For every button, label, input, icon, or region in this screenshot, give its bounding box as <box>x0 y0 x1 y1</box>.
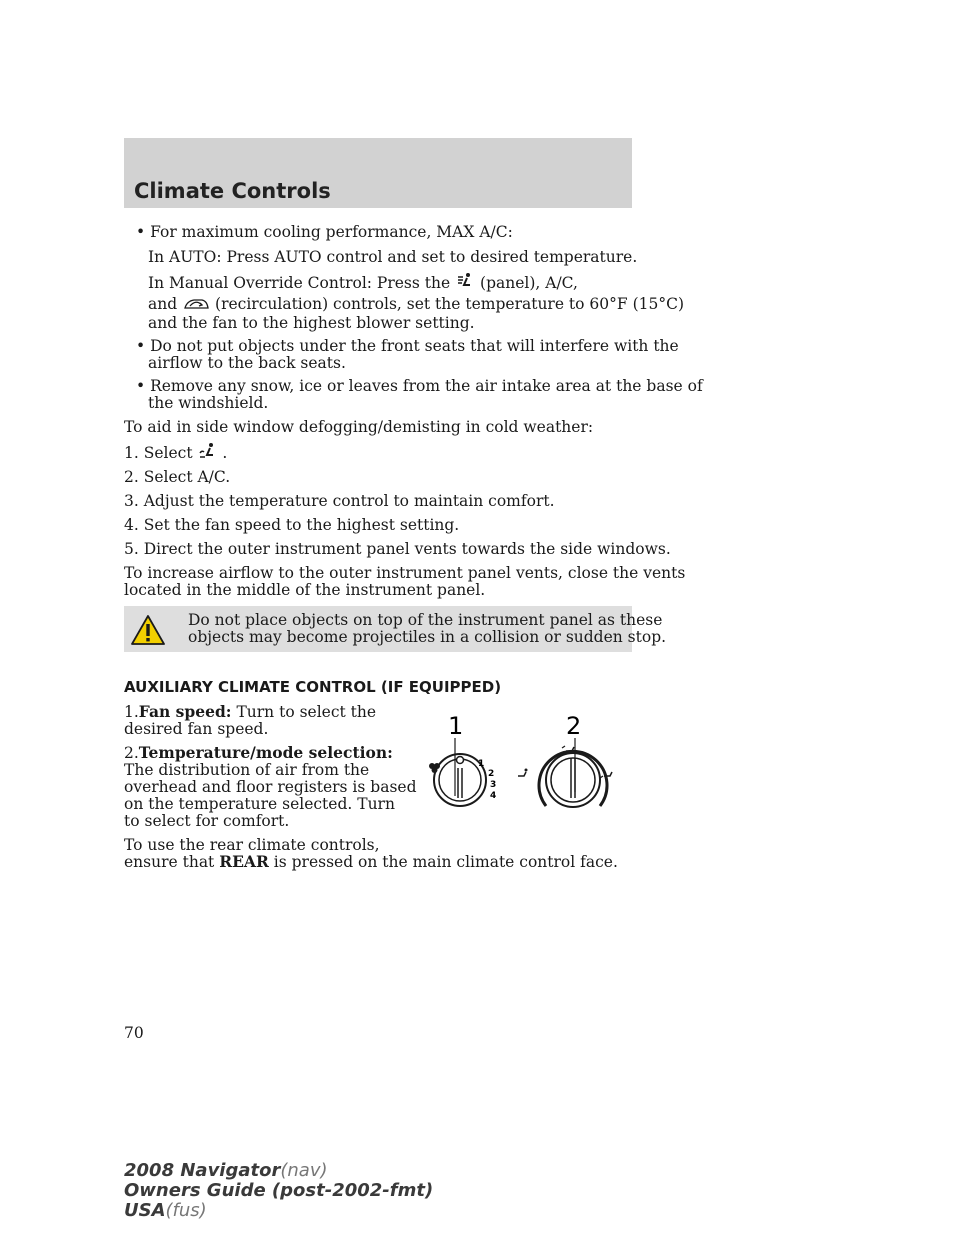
callout-1: 1 <box>448 712 464 740</box>
defog-intro: To aid in side window defogging/demisting in cold weather: <box>124 418 594 436</box>
bullet-objects: • Do not put objects under the front seats that will interfere with the <box>136 337 679 355</box>
airflow-text-1: To increase airflow to the outer instrument panel vents, close the vents <box>124 564 686 582</box>
mode-vent-icon-top <box>562 746 574 751</box>
footer-region: USA(fus) <box>124 1200 207 1221</box>
defog-step-1: 1. Select . <box>124 444 228 462</box>
section-heading: AUXILIARY CLIMATE CONTROL (IF EQUIPPED) <box>124 678 502 696</box>
airflow-text-2: located in the middle of the instrument panel. <box>124 581 486 599</box>
auto-text: In AUTO: Press AUTO control and set to desired temperature. <box>148 248 638 266</box>
defog-step-4: 4. Set the fan speed to the highest setting. <box>124 516 460 534</box>
floor-defrost-icon <box>197 442 217 462</box>
rear-text-1: To use the rear climate controls, <box>124 836 380 854</box>
mode-vent-icon-left <box>518 769 528 777</box>
fan-icon <box>429 763 440 773</box>
temp-mode-text-4: to select for comfort. <box>124 812 290 830</box>
footer-model: 2008 Navigator(nav) <box>124 1160 328 1181</box>
defog-step-3: 3. Adjust the temperature control to maintain comfort. <box>124 492 555 510</box>
recirculation-line: and (recirculation) controls, set the temperature to 60°F (15°C) <box>148 295 685 313</box>
fan-level-2: 2 <box>488 769 495 779</box>
footer-guide: Owners Guide (post-2002-fmt) <box>124 1180 434 1201</box>
temperature-mode-knob <box>539 751 607 807</box>
page-number: 70 <box>124 1024 144 1042</box>
fan-speed-item: 1.Fan speed: Turn to select the <box>124 702 377 721</box>
temp-mode-text-1: The distribution of air from the <box>124 761 370 779</box>
bullet-snow-cont: the windshield. <box>148 394 269 412</box>
rear-text-2: ensure that REAR is pressed on the main climate control face. <box>124 852 618 871</box>
fan-level-4: 4 <box>490 791 497 801</box>
callout-2: 2 <box>566 712 582 740</box>
aux-control-diagram <box>408 700 624 812</box>
fan-level-3: 3 <box>490 780 497 790</box>
warning-text-2: objects may become projectiles in a collision or sudden stop. <box>188 628 667 646</box>
warning-text-1: Do not place objects on top of the instrument panel as these <box>188 611 663 629</box>
bullet-text: For maximum cooling performance, MAX A/C: <box>150 223 513 241</box>
defog-step-5: 5. Direct the outer instrument panel vents towards the side windows. <box>124 540 671 558</box>
fan-speed-cont: desired fan speed. <box>124 720 269 738</box>
bullet-max-ac: • For maximum cooling performance, MAX A/C: <box>136 223 513 241</box>
temp-mode-item: 2.Temperature/mode selection: <box>124 743 393 762</box>
panel-vent-icon <box>455 272 475 292</box>
bullet-snow: • Remove any snow, ice or leaves from the air intake area at the base of <box>136 377 703 395</box>
manual-override-line: In Manual Override Control: Press the (panel), A/C, <box>148 274 578 292</box>
warning-triangle-icon <box>130 614 166 646</box>
temp-mode-text-2: overhead and floor registers is based <box>124 778 417 796</box>
defog-step-2: 2. Select A/C. <box>124 468 231 486</box>
manual-fan-line: and the fan to the highest blower setting. <box>148 314 475 332</box>
page-title: Climate Controls <box>134 179 331 203</box>
recirculation-icon <box>182 295 210 313</box>
temp-mode-text-3: on the temperature selected. Turn <box>124 795 395 813</box>
bullet-objects-cont: airflow to the back seats. <box>148 354 346 372</box>
fan-level-1: 1 <box>478 759 485 769</box>
